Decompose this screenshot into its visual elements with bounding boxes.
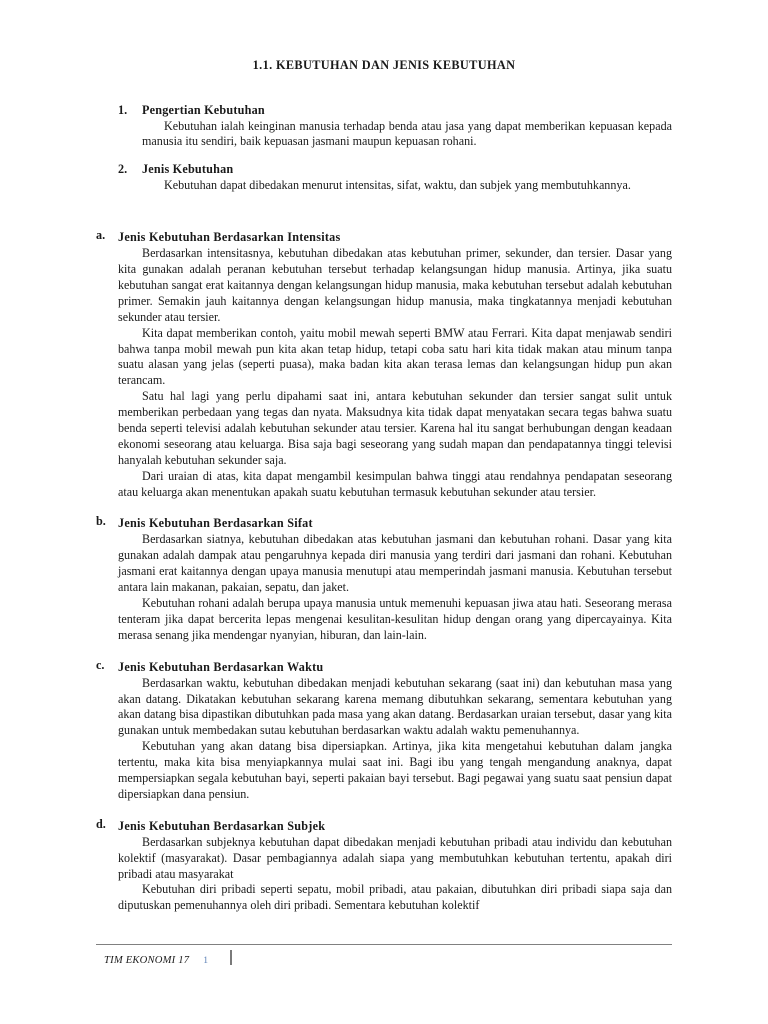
- numbered-item-1-body: Kebutuhan ialah keinginan manusia terhadap benda atau jasa yang dapat memberikan kepuasan kepada manusia itu sendiri, baik kepuasan jasmani maupun kepuasan rohani.: [142, 118, 672, 149]
- numbered-item-2: [96, 162, 672, 194]
- section-intensitas: [96, 228, 672, 500]
- section-subjek-marker: d.: [96, 816, 106, 831]
- section-subjek-head: [96, 817, 672, 835]
- section-intensitas-heading: Jenis Kebutuhan Berdasarkan Intensitas: [118, 230, 341, 245]
- section-subjek-heading: Jenis Kebutuhan Berdasarkan Subjek: [118, 818, 326, 833]
- footer-content: [96, 945, 672, 966]
- section-intensitas-marker: a.: [96, 228, 106, 243]
- section-spacer: [96, 206, 672, 214]
- page-footer: [96, 944, 672, 966]
- section-waktu-marker: c.: [96, 657, 105, 672]
- section-sifat-paragraph-2: Kebutuhan rohani adalah berupa upaya manusia untuk memenuhi kepuasan jiwa atau hati. Seseorang merasa tenteram jika dapat bercerita lepas mengenai kesulitan-kesulitan hidup dengan orang yang dipercayainya. Kita merasa senang jika mendengar nyanyian, hiburan, dan lain-lain.: [118, 595, 672, 642]
- numbered-item-2-body: Kebutuhan dapat dibedakan menurut intensitas, sifat, waktu, dan subjek yang membutuhkannya.: [164, 178, 631, 193]
- section-waktu-paragraph-1: Berdasarkan waktu, kebutuhan dibedakan menjadi kebutuhan sekarang (saat ini) dan kebutuhan masa yang akan datang. Dikatakan kebutuhan sekarang karena memang dibutuhkan sekarang, sementara kebutuhan yang akan datang bisa dipastikan dibutuhkan pada masa yang akan datang. Berdasarkan uraian tersebut, dasar yang kita gunakan untuk membedakan sutau kebutuhan berdasarkan waktu adalah waktu pemenuhannya.: [118, 675, 672, 738]
- numbered-item-1: [96, 103, 672, 151]
- footer-page-number: 1: [203, 955, 208, 966]
- page-content: [96, 58, 672, 914]
- section-intensitas-paragraph-4: Dari uraian di atas, kita dapat mengambil kesimpulan bahwa tinggi atau rendahnya pendapatan seseorang atau keluarga akan menentukan apakah suatu kebutuhan termasuk kebutuhan sekunder atau tersier.: [118, 468, 672, 499]
- numbered-item-1-marker: 1.: [118, 102, 128, 117]
- section-sifat-paragraph-1: Berdasarkan siatnya, kebutuhan dibedakan atas kebutuhan jasmani dan kebutuhan rohani. Dasar yang kita gunakan adalah dampak atau pengaruhnya kepada diri manusia yang terdiri dari jasmani dan rohani. Kebutuhan jasmani erat kaitannya dengan upaya manusia menutupi atau memperindah jasmani manusia. Kebutuhan tersebut antara lain makanan, pakaian, sepatu, dan jaket.: [118, 532, 672, 595]
- section-subjek-paragraph-1: Berdasarkan subjeknya kebutuhan dapat dibedakan menjadi kebutuhan pribadi atau individu dan kebutuhan kolektif (masyarakat). Dasar pembagiannya adalah siapa yang membutuhkan kebutuhan tertentu, apakah diri pribadi atau masyarakat: [118, 834, 672, 881]
- section-sifat-marker: b.: [96, 514, 106, 529]
- section-intensitas-head: [96, 228, 672, 246]
- section-subjek: [96, 817, 672, 914]
- section-sifat-head: [96, 514, 672, 532]
- footer-label: TIM EKONOMI 17: [104, 955, 190, 966]
- page-title: 1.1. KEBUTUHAN DAN JENIS KEBUTUHAN: [252, 58, 516, 72]
- section-sifat: [96, 514, 672, 643]
- section-waktu: [96, 658, 672, 803]
- section-intensitas-paragraph-3: Satu hal lagi yang perlu dipahami saat ini, antara kebutuhan sekunder dan tersier sangat sulit untuk memberikan perbedaan yang tegas dan nyata. Maksudnya kita tidak dapat menyatakan secara tegas bahwa suatu benda seperti televisi adalah kebutuhan sekunder atau tersier. Karena hal itu sangat berhubungan dengan keadaan ekonomi seseorang atau keluarga. Bisa saja bagi seseorang yang sudah mapan dan pendapatannya tinggi televisi hanyalah kebutuhan sekunder saja.: [118, 389, 672, 467]
- section-intensitas-paragraph-1: Berdasarkan intensitasnya, kebutuhan dibedakan atas kebutuhan primer, sekunder, dan tersier. Dasar yang kita gunakan adalah peranan kebutuhan tersebut terhadap kelangsungan hidup manusia. Artinya, jika suatu kebutuhan sangat erat kaitannya dengan kelangsungan hidup manusia, maka kebutuhan tersebut adalah kebutuhan primer. Semakin jauh kaitannya dengan kelangsungan hidup manusia, maka tingkatannya menjadi kebutuhan sekunder atau tersier.: [118, 246, 672, 324]
- footer-text-cursor: [230, 950, 232, 965]
- section-subjek-paragraph-2: Kebutuhan diri pribadi seperti sepatu, mobil pribadi, atau pakaian, dibutuhkan diri pribadi siapa saja dan diputuskan pemenuhannya oleh diri pribadi. Sementara kebutuhan kolektif: [118, 882, 672, 913]
- section-waktu-paragraph-2: Kebutuhan yang akan datang bisa dipersiapkan. Artinya, jika kita mengetahui kebutuhan dalam jangka tertentu, maka kita bisa menyiapkannya mulai saat ini. Bagi ibu yang tengah mengandung anaknya, dapat mempersiapkan segala kebutuhan bayi, seperti pakaian bayi tersebut. Bagi pegawai yang suatu saat pensiun dapat dipersiapkan dana pensiun.: [118, 739, 672, 801]
- section-waktu-head: [96, 658, 672, 676]
- numbered-item-1-heading: Pengertian Kebutuhan: [142, 102, 265, 117]
- section-intensitas-paragraph-2: Kita dapat memberikan contoh, yaitu mobil mewah seperti BMW atau Ferrari. Kita dapat menjawab sendiri bahwa tanpa mobil mewah pun kita akan tetap hidup, tetapi coba satu hari kita tidak makan atau minum tanpa suatu alasan yang jelas (seperti puasa), maka badan kita akan terasa lemas dan kelangsungan hidup pun akan terancam.: [118, 325, 672, 388]
- section-sifat-heading: Jenis Kebutuhan Berdasarkan Sifat: [118, 516, 313, 531]
- section-waktu-heading: Jenis Kebutuhan Berdasarkan Waktu: [118, 659, 324, 674]
- numbered-item-2-heading: Jenis Kebutuhan: [142, 162, 234, 177]
- numbered-item-2-marker: 2.: [118, 162, 128, 177]
